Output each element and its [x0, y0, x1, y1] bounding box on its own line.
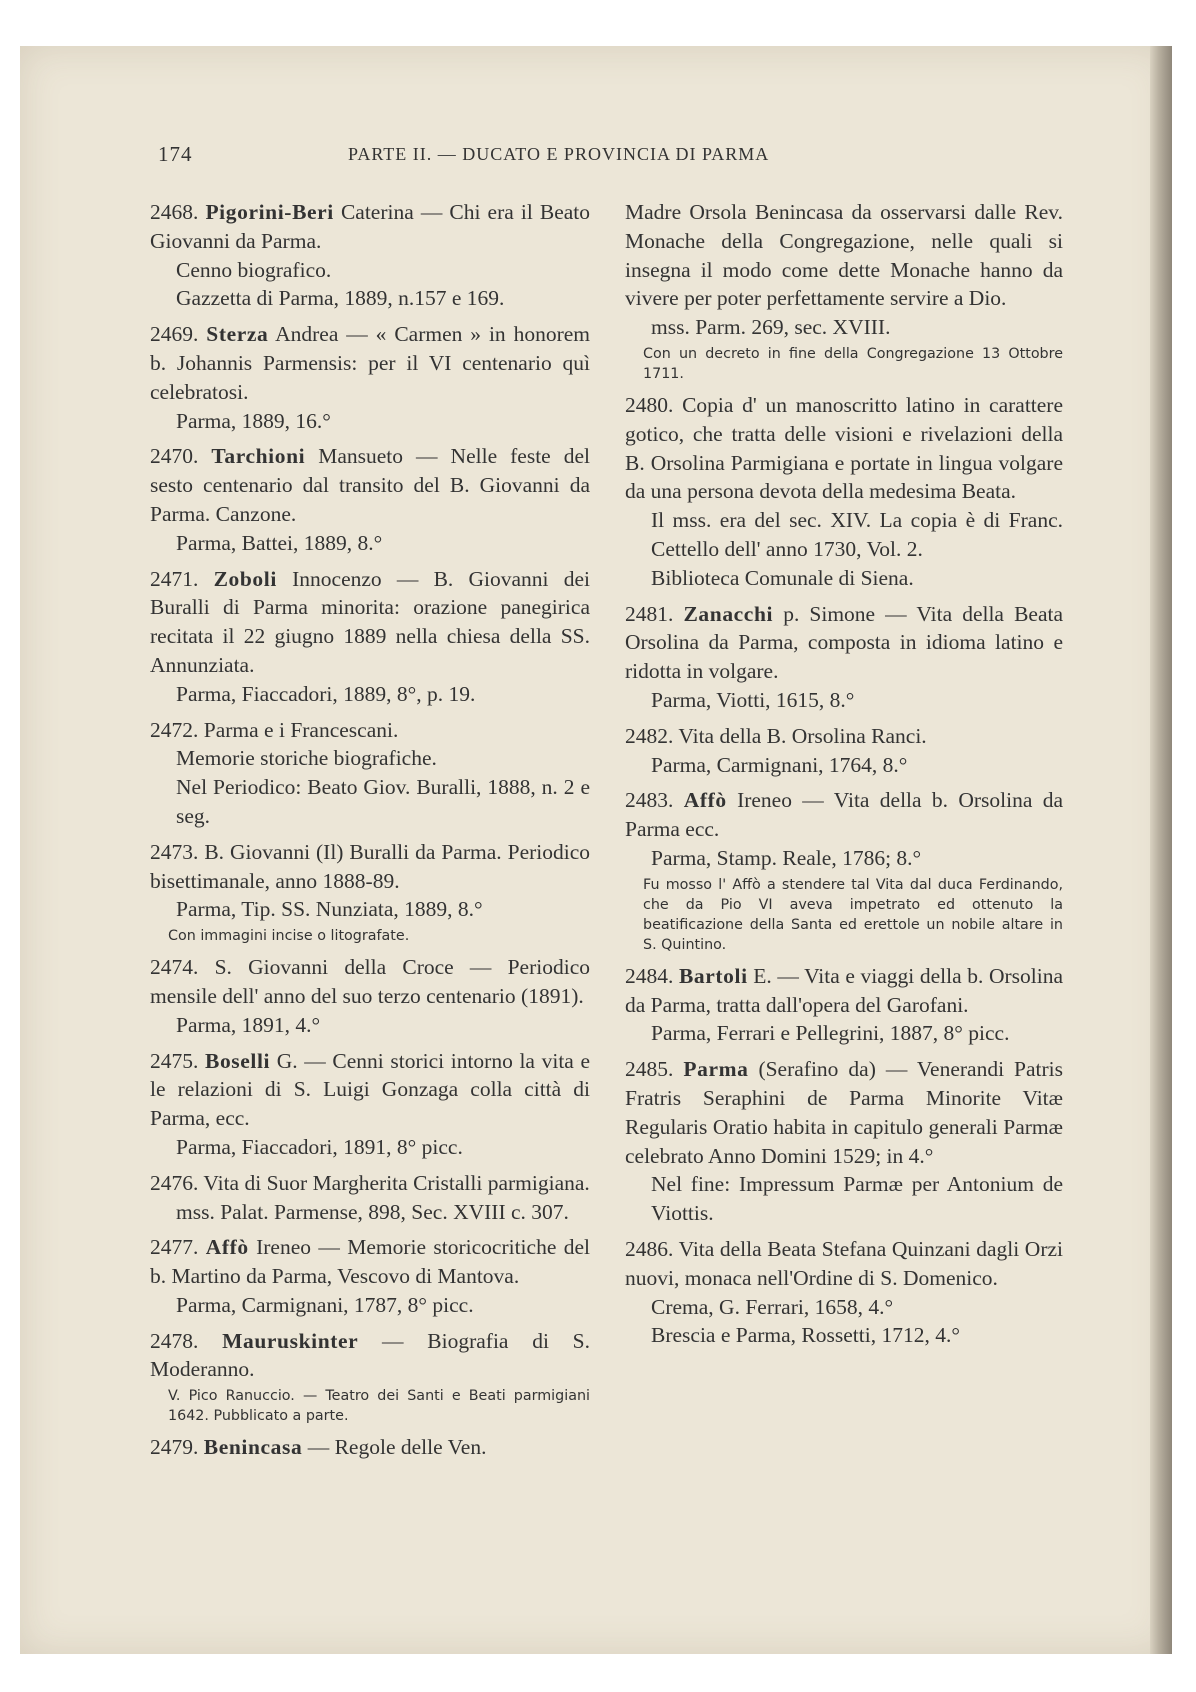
- entry-imprint: Biblioteca Comunale di Siena.: [651, 565, 914, 590]
- entry-title: Ireneo — Memorie storicocritiche del b. Martino da Parma, Vescovo di Mantova.: [150, 1235, 590, 1289]
- entry-note: V. Pico Ranuccio. — Teatro dei Santi e Beati parmigiani 1642. Pubblicato a parte.: [168, 1388, 590, 1425]
- entry-imprint: mss. Palat. Parmense, 898, Sec. XVIII c. 307.: [176, 1199, 569, 1224]
- bibliography-entry: [150, 1327, 590, 1427]
- author-name: Tarchioni: [211, 444, 306, 469]
- entry-text: [150, 953, 590, 1011]
- entry-number: 2479.: [150, 1435, 199, 1460]
- entry-number: 2476.: [150, 1170, 199, 1195]
- entry-note: Con un decreto in fine della Congregazione 13 Ottobre 1711.: [643, 345, 1063, 382]
- author-name: Bartoli: [678, 963, 748, 988]
- entry-number: 2475.: [150, 1048, 199, 1073]
- entry-imprint: Parma, Battei, 1889, 8.°: [176, 530, 383, 555]
- entry-text: [625, 786, 1063, 844]
- entry-title: — Biografia di S. Moderanno.: [150, 1328, 590, 1382]
- entry-text: [150, 198, 590, 256]
- entry-title: Ireneo — Vita della b. Orsolina da Parma ecc.: [625, 788, 1064, 842]
- entry-imprint: Parma, Carmignani, 1787, 8° picc.: [176, 1292, 474, 1317]
- entry-text: [150, 320, 590, 406]
- bibliography-entry: [625, 1055, 1063, 1228]
- bibliography-entry: [625, 391, 1063, 593]
- entry-number: 2480.: [625, 392, 674, 417]
- entry-text: [625, 962, 1063, 1020]
- entry-number: 2470.: [150, 444, 199, 469]
- entry-title: Copia d' un manoscritto latino in carattere gotico, che tratta delle visioni e rivelazioni della B. Orsolina Parmigiana e portate in lingua volgare da una persona devota della medesima Beata.: [625, 392, 1064, 504]
- page-spine: [1150, 46, 1172, 1654]
- entry-text: [150, 1233, 590, 1291]
- entry-text: [625, 1055, 1063, 1170]
- entry-title: Andrea — « Carmen » in honorem b. Johannis Parmensis: per il VI centenario quì celebratosi.: [150, 322, 590, 404]
- entry-text: [150, 716, 590, 745]
- entry-title: Vita di Suor Margherita Cristalli parmigiana.: [203, 1170, 590, 1195]
- entry-imprint: Memorie storiche biografiche.: [176, 746, 437, 771]
- bibliography-entry: [625, 962, 1063, 1048]
- entry-text: [625, 391, 1063, 506]
- entry-title: Mansueto — Nelle feste del sesto centenario dal transito del B. Giovanni da Parma. Canzone.: [150, 444, 590, 526]
- author-name: Mauruskinter: [222, 1328, 359, 1353]
- entry-text: [150, 1327, 590, 1385]
- bibliography-entry: [150, 1169, 590, 1227]
- bibliography-entry: [150, 442, 590, 557]
- left-column: [150, 198, 590, 1469]
- author-name: Affò: [205, 1235, 249, 1260]
- entry-text: [150, 838, 590, 896]
- entry-title: — Regole delle Ven.: [307, 1435, 487, 1460]
- entry-title: E. — Vita e viaggi della b. Orsolina da Parma, tratta dall'opera del Garofani.: [625, 963, 1063, 1017]
- entry-imprint: Parma, Viotti, 1615, 8.°: [651, 687, 855, 712]
- entry-imprint: Parma, Stamp. Reale, 1786; 8.°: [651, 845, 922, 870]
- entry-imprint: Parma, Tip. SS. Nunziata, 1889, 8.°: [176, 897, 483, 922]
- entry-text: [150, 565, 590, 680]
- bibliography-entry: [150, 838, 590, 946]
- entry-imprint: Parma, Ferrari e Pellegrini, 1887, 8° picc.: [651, 1021, 1010, 1046]
- bibliography-entry: [150, 1047, 590, 1162]
- author-name: Parma: [683, 1057, 749, 1082]
- entry-imprint: Parma, Carmignani, 1764, 8.°: [651, 752, 908, 777]
- bibliography-entry: [625, 198, 1063, 384]
- entry-text: [625, 722, 1063, 751]
- entry-title: S. Giovanni della Croce — Periodico mensile dell' anno del suo terzo centenario (1891).: [150, 955, 591, 1008]
- entry-imprint: Parma, Fiaccadori, 1891, 8° picc.: [176, 1134, 463, 1159]
- entry-imprint: Parma, 1889, 16.°: [176, 408, 331, 433]
- bibliography-entry: [150, 953, 590, 1039]
- entry-number: 2478.: [150, 1328, 199, 1353]
- bibliography-entry: [625, 1235, 1063, 1350]
- entry-imprint: Crema, G. Ferrari, 1658, 4.°: [651, 1294, 894, 1319]
- entry-number: 2472.: [150, 717, 199, 742]
- entry-title: B. Giovanni (Il) Buralli da Parma. Periodico bisettimanale, anno 1888-89.: [150, 839, 591, 893]
- author-name: Benincasa: [203, 1435, 303, 1460]
- entry-imprint: Gazzetta di Parma, 1889, n.157 e 169.: [176, 286, 505, 311]
- author-name: Pigorini-Beri: [205, 200, 334, 224]
- entry-imprint: Brescia e Parma, Rossetti, 1712, 4.°: [651, 1323, 960, 1348]
- entry-number: 2484.: [625, 963, 674, 988]
- entry-text: [150, 1433, 590, 1462]
- bibliography-entry: [625, 786, 1063, 954]
- entry-imprint: Parma, 1891, 4.°: [176, 1012, 321, 1037]
- entry-title: G. — Cenni storici intorno la vita e le relazioni di S. Luigi Gonzaga colla città di Parma, ecc.: [150, 1048, 591, 1131]
- entry-title: Innocenzo — B. Giovanni dei Buralli di Parma minorita: orazione panegirica recitata il 22 giugno 1889 nella chiesa della SS. Annunziata.: [150, 566, 590, 677]
- entry-number: 2471.: [150, 566, 199, 591]
- entry-title: Vita della B. Orsolina Ranci.: [678, 723, 927, 748]
- entry-imprint: Il mss. era del sec. XIV. La copia è di Franc. Cettello dell' anno 1730, Vol. 2.: [651, 508, 1063, 561]
- entry-number: 2469.: [150, 322, 199, 347]
- entry-title: Madre Orsola Benincasa da osservarsi dalle Rev. Monache della Congregazione, nelle quali si insegna il modo come dette Monache hanno da vivere per poter perfettamente servire a Dio.: [625, 200, 1063, 311]
- author-name: Sterza: [206, 322, 269, 347]
- entry-title: (Serafino da) — Venerandi Patris Fratris Seraphini de Parma Minorite Vitæ Regularis Oratio habita in capitulo generali Parmæ celebrato Anno Domini 1529; in 4.°: [625, 1057, 1064, 1168]
- bibliography-entry: [625, 722, 1063, 780]
- entry-imprint: mss. Parm. 269, sec. XVIII.: [651, 315, 891, 340]
- entry-text: [625, 198, 1063, 313]
- entry-text: [150, 1169, 590, 1198]
- bibliography-entry: [150, 198, 590, 313]
- entry-text: [625, 1235, 1063, 1293]
- page-number: 174: [158, 142, 193, 166]
- bibliography-entry: [150, 716, 590, 831]
- entry-number: 2473.: [150, 839, 199, 864]
- author-name: Affò: [683, 788, 727, 813]
- bibliography-entry: [150, 565, 590, 709]
- entry-number: 2486.: [625, 1236, 674, 1261]
- entry-note: Fu mosso l' Affò a stendere tal Vita dal duca Ferdinando, che da Pio VI aveva impetrato ed ottenuto la beatificazione della Santa ed erettole un nobile altare in S. Quintino.: [643, 876, 1063, 953]
- entry-imprint: Nel Periodico: Beato Giov. Buralli, 1888, n. 2 e seg.: [176, 775, 590, 828]
- bibliography-entry: [150, 320, 590, 435]
- entry-number: 2468.: [150, 200, 199, 224]
- entry-number: 2483.: [625, 788, 674, 813]
- entry-imprint: Parma, Fiaccadori, 1889, 8°, p. 19.: [176, 681, 476, 706]
- entry-title: Parma e i Francescani.: [203, 717, 399, 742]
- entry-number: 2477.: [150, 1235, 199, 1260]
- entry-text: [625, 600, 1063, 686]
- bibliography-entry: [150, 1233, 590, 1319]
- entry-imprint: Nel fine: Impressum Parmæ per Antonium de Viottis.: [651, 1172, 1063, 1226]
- entry-title: p. Simone — Vita della Beata Orsolina da Parma, composta in idioma latino e ridotta in volgare.: [625, 601, 1064, 684]
- entry-number: 2482.: [625, 723, 674, 748]
- author-name: Boselli: [205, 1048, 271, 1073]
- author-name: Zanacchi: [683, 601, 774, 626]
- entry-imprint: Cenno biografico.: [176, 257, 332, 282]
- running-title: PARTE II. — DUCATO E PROVINCIA DI PARMA: [348, 144, 770, 164]
- bibliography-entry: [625, 600, 1063, 715]
- bibliography-entry: [150, 1433, 590, 1462]
- entry-title: Vita della Beata Stefana Quinzani dagli Orzi nuovi, monaca nell'Ordine di S. Domenico.: [625, 1236, 1063, 1290]
- entry-number: 2481.: [625, 601, 674, 626]
- entry-text: [150, 1047, 590, 1133]
- entry-number: 2485.: [625, 1057, 674, 1082]
- right-column: [625, 198, 1063, 1357]
- entry-number: 2474.: [150, 955, 199, 980]
- entry-note: Con immagini incise o litografate.: [168, 928, 410, 945]
- author-name: Zoboli: [213, 566, 277, 591]
- entry-text: [150, 442, 590, 528]
- entry-title: Caterina — Chi era il Beato Giovanni da Parma.: [150, 200, 591, 253]
